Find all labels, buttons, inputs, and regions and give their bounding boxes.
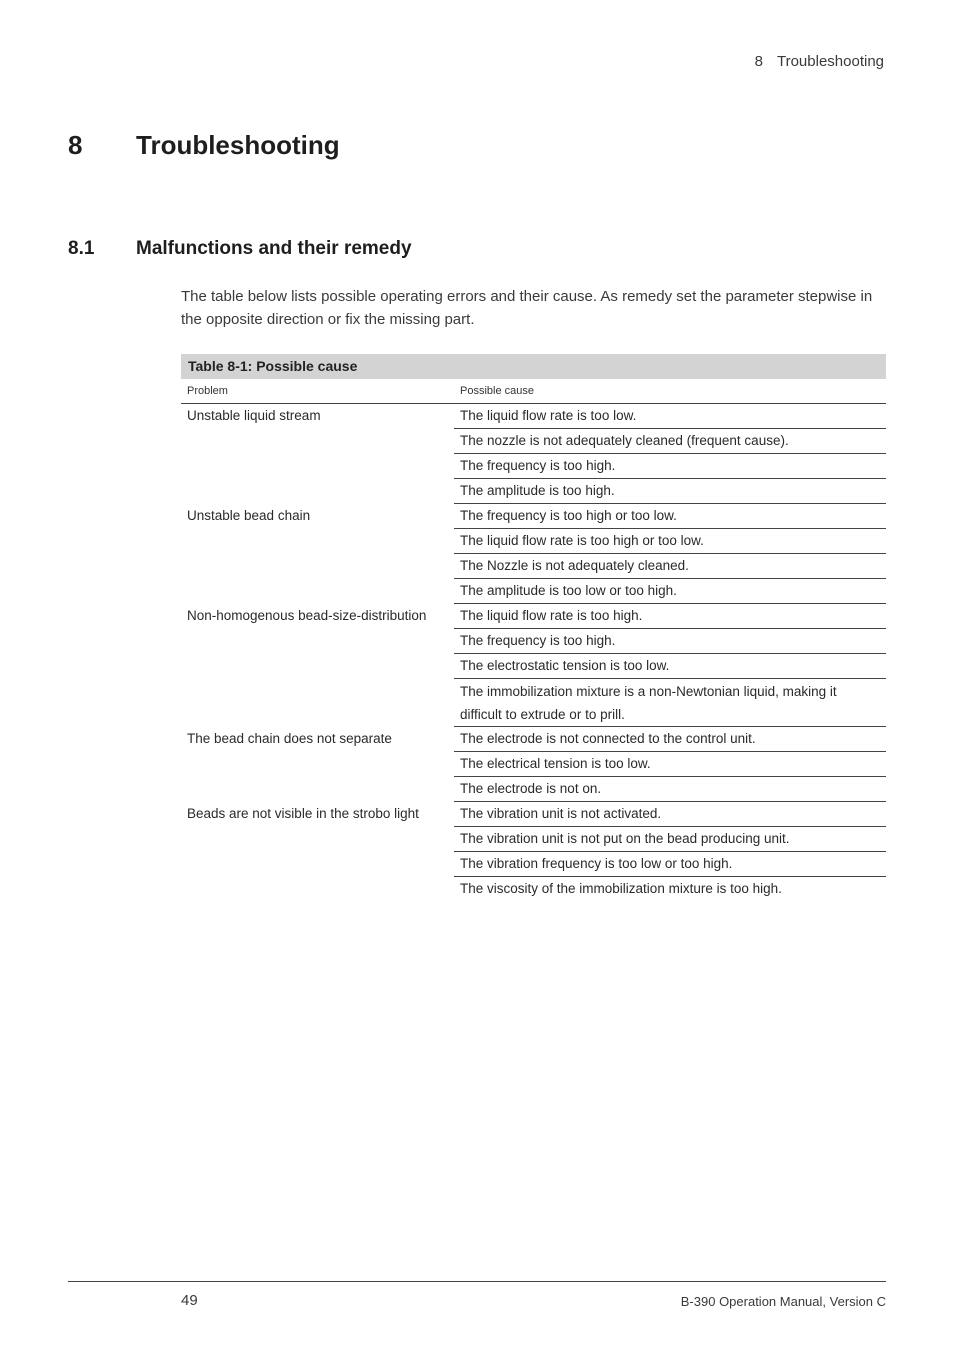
problem-cell: Unstable bead chain: [187, 507, 311, 523]
cause-cell: The liquid flow rate is too high.: [454, 604, 886, 629]
table-caption: Table 8-1: Possible cause: [181, 354, 886, 379]
cause-cell: The nozzle is not adequately cleaned (frequent cause).: [454, 429, 886, 454]
cause-cell: The amplitude is too high.: [454, 479, 886, 504]
cause-cell: The amplitude is too low or too high.: [454, 579, 886, 604]
table-row: [181, 604, 886, 629]
cause-cell: The frequency is too high or too low.: [454, 504, 886, 529]
intro-paragraph: The table below lists possible operating errors and their cause. As remedy set the parameter stepwise in the opposite direction or fix the missing part.: [181, 288, 873, 328]
table-body: [181, 404, 886, 902]
cause-cell: The electrical tension is too low.: [454, 752, 886, 777]
cause-cell: The vibration frequency is too low or too high.: [454, 852, 886, 877]
manual-version: B-390 Operation Manual, Version C: [680, 1294, 886, 1309]
cause-table: [181, 379, 886, 901]
footer-rule: [68, 1281, 886, 1282]
cause-cell: The Nozzle is not adequately cleaned.: [454, 554, 886, 579]
section-number: 8.1: [68, 238, 95, 259]
header-problem: Problem: [181, 379, 454, 404]
cause-cell: The frequency is too high.: [454, 454, 886, 479]
section-title: Malfunctions and their remedy: [136, 238, 412, 259]
cause-cell: The vibration unit is not activated.: [454, 802, 886, 827]
table-row: [181, 727, 886, 752]
chapter-title: Troubleshooting: [136, 130, 340, 160]
cause-cell: The electrode is not on.: [454, 777, 886, 802]
cause-cell: The frequency is too high.: [454, 629, 886, 654]
cause-cell: The electrode is not connected to the control unit.: [454, 727, 886, 752]
header-cause: Possible cause: [454, 379, 886, 404]
table-row: [181, 404, 886, 429]
running-header: [755, 53, 884, 70]
cause-cell: The liquid flow rate is too high or too low.: [454, 529, 886, 554]
problem-cell: Non-homogenous bead-size-distribution: [187, 607, 427, 623]
problem-cell: The bead chain does not separate: [187, 730, 392, 746]
table-row: [181, 504, 886, 529]
problem-cell: Beads are not visible in the strobo light: [187, 805, 419, 821]
cause-cell: The vibration unit is not put on the bead producing unit.: [454, 827, 886, 852]
running-header-number: 8: [754, 53, 763, 70]
cause-cell: The electrostatic tension is too low.: [454, 654, 886, 679]
cause-cell: The viscosity of the immobilization mixture is too high.: [460, 881, 782, 896]
table-header-row: [181, 379, 886, 404]
page-number: 49: [181, 1292, 198, 1309]
chapter-heading: [68, 130, 340, 161]
cause-cell: The liquid flow rate is too low.: [454, 404, 886, 429]
running-header-title: Troubleshooting: [776, 53, 884, 70]
cause-cell: The immobilization mixture is a non-Newtonian liquid, making it difficult to extrude or to prill.: [454, 679, 886, 727]
chapter-number: 8: [68, 130, 83, 160]
possible-cause-table: [181, 354, 886, 901]
table-row: [181, 802, 886, 827]
problem-cell: Unstable liquid stream: [187, 408, 321, 423]
section-heading: [68, 238, 412, 260]
